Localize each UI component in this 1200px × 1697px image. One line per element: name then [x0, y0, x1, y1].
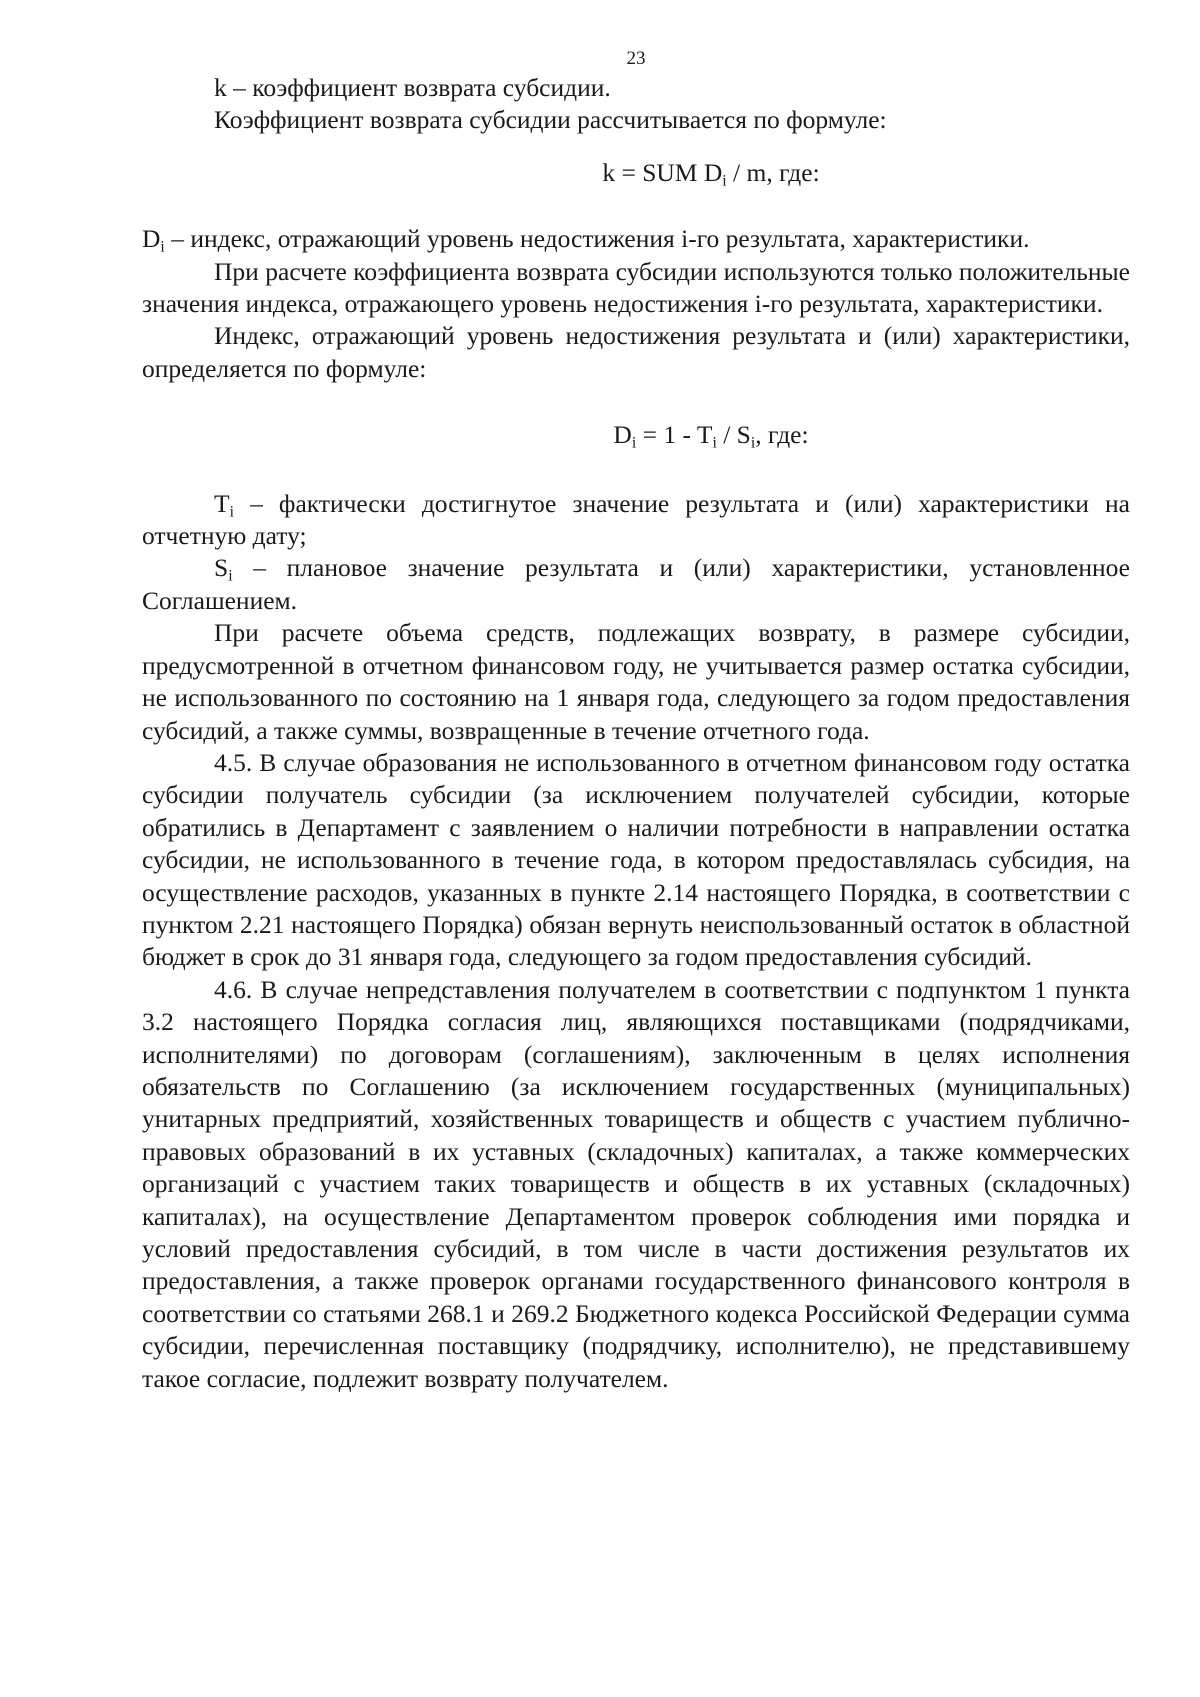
- formula-di-part-c: / S: [716, 420, 751, 450]
- paragraph-di-definition: [142, 223, 1130, 255]
- paragraph-return-volume: При расчете объема средств, подлежащих возврату, в размере субсидии, предусмотренной в отчетном финансовом году, не учитывается размер остатка субсидии, не использованного по состоянию на 1 января года, следующего за годом предоставления субсидий, а также суммы, возвращенные в течение отчетного года.: [142, 618, 1130, 745]
- di-subscript: i: [160, 238, 165, 256]
- di-definition-text: – индекс, отражающий уровень недостижения i-го результата, характеристики.: [164, 224, 1030, 254]
- paragraph-4-6: 4.6. В случае непредставления получателем в соответствии с подпунктом 1 пункта 3.2 настоящего Порядка согласия лиц, являющихся поставщиками (подрядчиками, исполнителями) по договорам (соглашениям), заключенным в целях исполнения обязательств по Соглашению (за исключением государственных (муниципальных) унитарных предприятий, хозяйственных товариществ и обществ с участием публично-правовых образований в их уставных (складочных) капиталах, а также коммерческих организаций с участием таких товариществ и обществ в их уставных (складочных) капиталах), на осуществление Департаментом проверок соблюдения ими порядка и условий предоставления субсидий, в том числе в части достижения результатов их предоставления, а также проверок органами государственного финансового контроля в соответствии со статьями 268.1 и 269.2 Бюджетного кодекса Российской Федерации сумма субсидии, перечисленная поставщику (подрядчику, исполнителю), не представившему такое согласие, подлежит возврату получателем.: [142, 974, 1130, 1393]
- formula-di-part-a: D: [613, 420, 632, 450]
- paragraph-index-formula-intro: Индекс, отражающий уровень недостижения результата и (или) характеристики, определяется по формуле:: [142, 321, 1130, 383]
- ti-definition-text: – фактически достигнутое значение результата и (или) характеристики на отчетную дату;: [142, 488, 1130, 551]
- document-page: [142, 46, 1130, 1395]
- formula-di-sub2: i: [712, 434, 717, 452]
- paragraph-ti-definition: [142, 488, 1130, 553]
- formula-k: [142, 157, 1130, 189]
- formula-k-subscript: i: [722, 172, 727, 190]
- formula-di-part-b: = 1 - T: [636, 420, 713, 450]
- ti-subscript: i: [229, 503, 234, 521]
- paragraph-4-5: 4.5. В случае образования не использованного в отчетном финансовом году остатка субсидии получатель субсидии (за исключением получателей субсидии, которые обратились в Департамент с заявлением о наличии потребности в направлении остатка субсидии, не использованного в течение года, в котором предоставлялась субсидия, на осуществление расходов, указанных в пункте 2.14 настоящего Порядка, в соответствии с пунктом 2.21 настоящего Порядка) обязан вернуть неиспользованный остаток в областной бюджет в срок до 31 января года, следующего за годом предоставления субсидий.: [142, 747, 1130, 972]
- paragraph-si-definition: [142, 552, 1130, 617]
- page-number: 23: [626, 48, 646, 69]
- formula-di-sub1: i: [631, 434, 637, 452]
- formula-di-sub3: i: [750, 434, 756, 452]
- paragraph-positive-values: При расчете коэффициента возврата субсидии используются только положительные значения индекса, отражающего уровень недостижения i-го результата, характеристики.: [142, 256, 1130, 319]
- si-symbol: S: [214, 553, 229, 583]
- si-definition-text: – плановое значение результата и (или) характеристики, установленное Соглашением.: [142, 553, 1130, 615]
- formula-k-part-b: / m, где:: [726, 157, 820, 187]
- formula-k-part-a: k = SUM D: [602, 157, 723, 187]
- ti-symbol: T: [214, 488, 230, 518]
- paragraph-k-definition: k – коэффициент возврата субсидии.: [214, 73, 611, 102]
- formula-di-part-d: , где:: [755, 420, 809, 450]
- paragraph-k-formula-intro: Коэффициент возврата субсидии рассчитывается по формуле:: [214, 105, 887, 135]
- formula-di: [142, 419, 1130, 451]
- si-subscript: i: [228, 568, 233, 586]
- di-symbol: D: [142, 224, 161, 254]
